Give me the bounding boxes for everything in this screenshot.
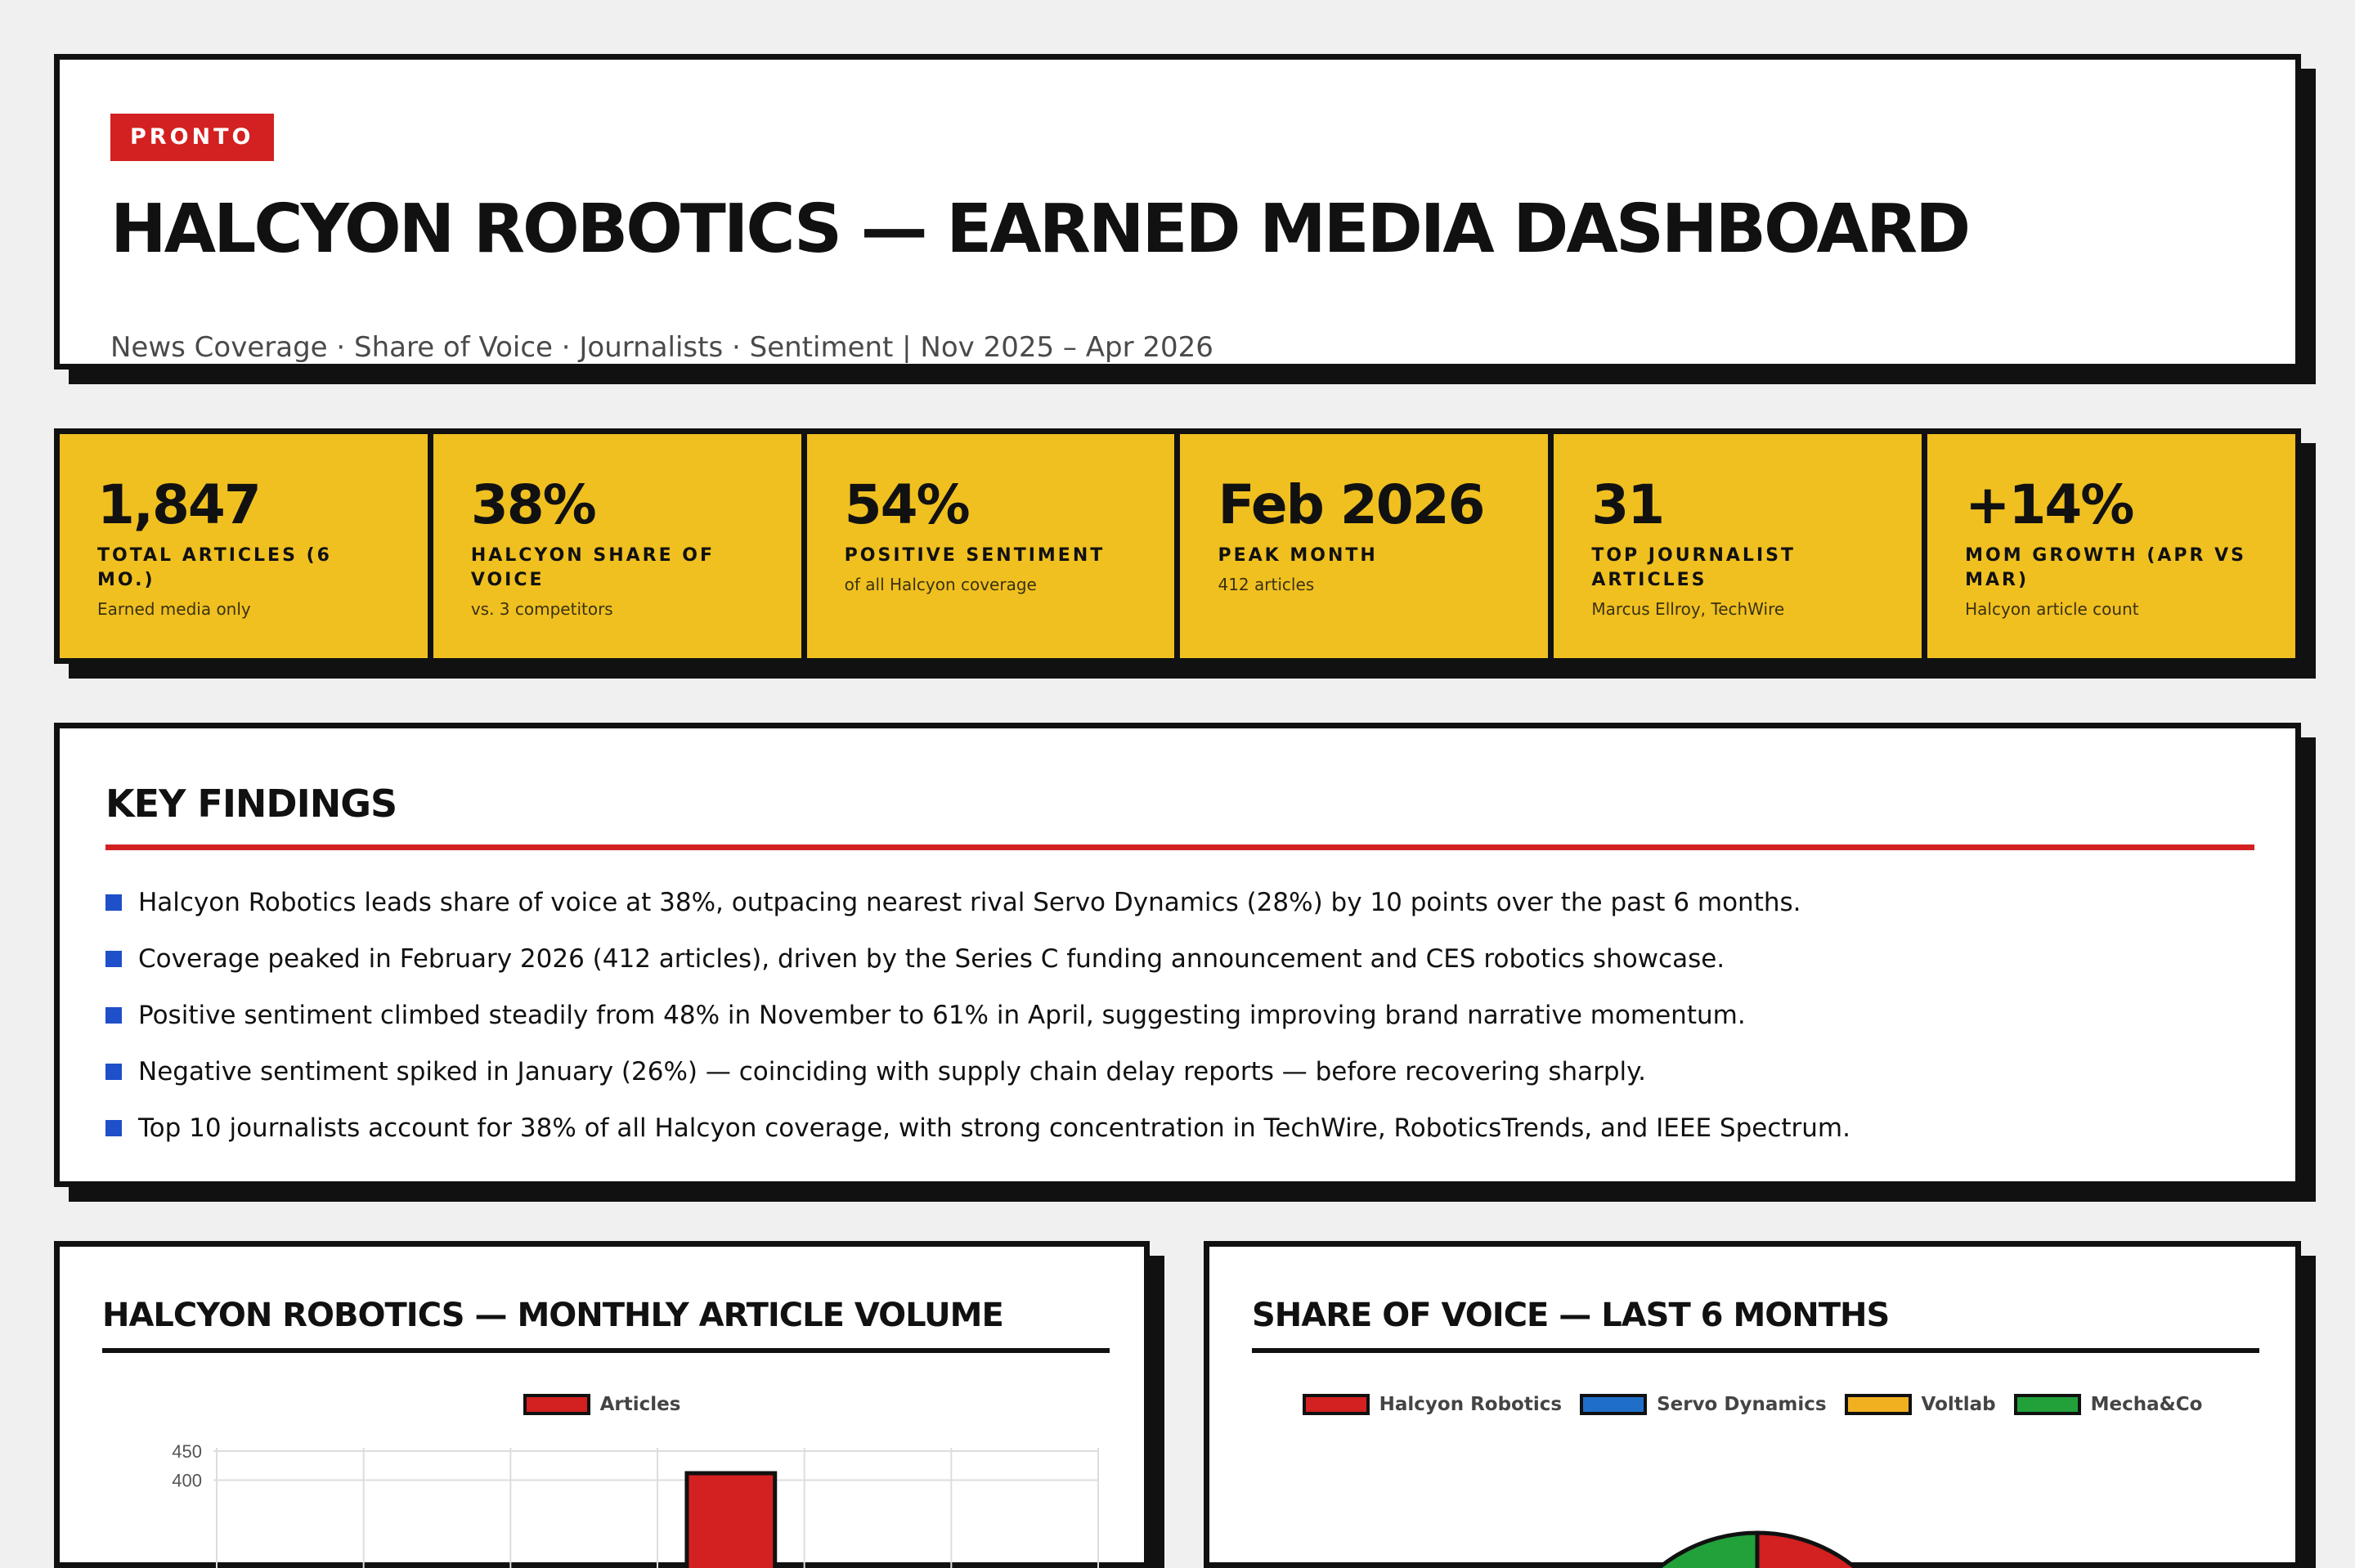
kpi-value: 54% xyxy=(844,473,969,536)
square-bullet-icon xyxy=(105,1007,122,1024)
legend-swatch xyxy=(1303,1394,1370,1415)
volume-chart-title: HALCYON ROBOTICS — MONTHLY ARTICLE VOLUME xyxy=(102,1297,1003,1334)
kpi-share-of-voice xyxy=(433,434,801,658)
finding-text: Top 10 journalists account for 38% of all Halcyon coverage, with strong concentration in TechWire, RoboticsTrends, and IEEE Spectrum. xyxy=(138,1113,1850,1143)
kpi-label: TOP JOURNALIST ARTICLES xyxy=(1591,545,1796,590)
legend-label: Mecha&Co xyxy=(2090,1394,2203,1415)
legend-item-servo[interactable] xyxy=(1580,1394,1826,1415)
finding-text: Positive sentiment climbed steadily from 48% in November to 61% in April, suggesting improving brand narrative momentum. xyxy=(138,1000,1746,1030)
share-of-voice-card xyxy=(1204,1241,2301,1568)
key-findings-title: KEY FINDINGS xyxy=(105,782,397,826)
kpi-note: Earned media only xyxy=(97,599,251,619)
kpi-row xyxy=(54,428,2301,664)
legend-item-halcyon[interactable] xyxy=(1303,1394,1562,1415)
key-findings-card xyxy=(54,723,2301,1187)
kpi-note: vs. 3 competitors xyxy=(470,599,613,619)
square-bullet-icon xyxy=(105,1064,122,1080)
kpi-top-journalist xyxy=(1554,434,1922,658)
legend-item-mechaco[interactable] xyxy=(2014,1394,2203,1415)
square-bullet-icon xyxy=(105,1120,122,1136)
legend-swatch xyxy=(523,1394,590,1415)
finding-item xyxy=(105,1100,1850,1156)
kpi-label: HALCYON SHARE OF VOICE xyxy=(470,545,715,590)
page-subtitle: News Coverage · Share of Voice · Journalists · Sentiment | Nov 2025 – Apr 2026 xyxy=(110,331,1213,364)
finding-text: Negative sentiment spiked in January (26%) — coinciding with supply chain delay reports — before recovering sharply. xyxy=(138,1056,1646,1086)
kpi-note: of all Halcyon coverage xyxy=(844,575,1037,594)
legend-swatch xyxy=(2014,1394,2081,1415)
kpi-value: Feb 2026 xyxy=(1218,473,1484,536)
legend-item-voltlab[interactable] xyxy=(1845,1394,1996,1415)
monthly-volume-card xyxy=(54,1241,1150,1568)
legend-swatch xyxy=(1845,1394,1912,1415)
findings-list xyxy=(105,874,1850,1156)
bar-feb[interactable] xyxy=(687,1473,775,1568)
kpi-label: TOTAL ARTICLES (6 MO.) xyxy=(97,545,332,590)
sov-legend xyxy=(1209,1394,2295,1415)
legend-label: Servo Dynamics xyxy=(1657,1394,1827,1415)
pie-slice-0[interactable] xyxy=(1757,1533,1913,1568)
chart-divider xyxy=(1252,1348,2259,1353)
kpi-value: 1,847 xyxy=(97,473,260,536)
brand-badge: PRONTO xyxy=(110,114,274,161)
section-divider xyxy=(105,844,2254,850)
legend-label: Halcyon Robotics xyxy=(1379,1394,1563,1415)
finding-item xyxy=(105,874,1850,930)
sov-chart-title: SHARE OF VOICE — LAST 6 MONTHS xyxy=(1252,1297,1890,1334)
kpi-label: POSITIVE SENTIMENT xyxy=(844,545,1106,566)
pie-slice-remainder[interactable] xyxy=(1602,1533,1757,1568)
legend-item-articles[interactable] xyxy=(523,1394,681,1415)
y-tick-label: 450 xyxy=(172,1441,202,1462)
finding-item xyxy=(105,1043,1850,1100)
kpi-note: Marcus Ellroy, TechWire xyxy=(1591,599,1785,619)
finding-item xyxy=(105,987,1850,1043)
finding-text: Halcyon Robotics leads share of voice at 38%, outpacing nearest rival Servo Dynamics (28%) by 10 points over the past 6 months. xyxy=(138,887,1801,917)
square-bullet-icon xyxy=(105,894,122,911)
legend-label: Articles xyxy=(599,1394,681,1415)
kpi-label: MOM GROWTH (APR VS MAR) xyxy=(1965,545,2247,590)
square-bullet-icon xyxy=(105,951,122,967)
finding-item xyxy=(105,930,1850,987)
finding-text: Coverage peaked in February 2026 (412 articles), driven by the Series C funding announcement and CES robotics showcase. xyxy=(138,943,1725,974)
kpi-value: 38% xyxy=(470,473,595,536)
sov-chart xyxy=(1209,1427,2297,1557)
kpi-note: Halcyon article count xyxy=(1965,599,2139,619)
kpi-value: 31 xyxy=(1591,473,1664,536)
kpi-peak-month xyxy=(1180,434,1548,658)
page-title: HALCYON ROBOTICS — EARNED MEDIA DASHBOARD xyxy=(110,190,1969,268)
kpi-label: PEAK MONTH xyxy=(1218,545,1378,566)
volume-legend xyxy=(60,1394,1144,1415)
kpi-total-articles xyxy=(60,434,428,658)
y-tick-label: 400 xyxy=(172,1470,202,1491)
legend-label: Voltlab xyxy=(1921,1394,1996,1415)
chart-divider xyxy=(102,1348,1110,1353)
kpi-mom-growth xyxy=(1927,434,2295,658)
kpi-positive-sentiment xyxy=(807,434,1175,658)
kpi-value: +14% xyxy=(1965,473,2133,536)
volume-chart xyxy=(92,1418,1123,1549)
legend-swatch xyxy=(1580,1394,1647,1415)
dashboard-header xyxy=(54,54,2301,370)
kpi-note: 412 articles xyxy=(1218,575,1315,594)
